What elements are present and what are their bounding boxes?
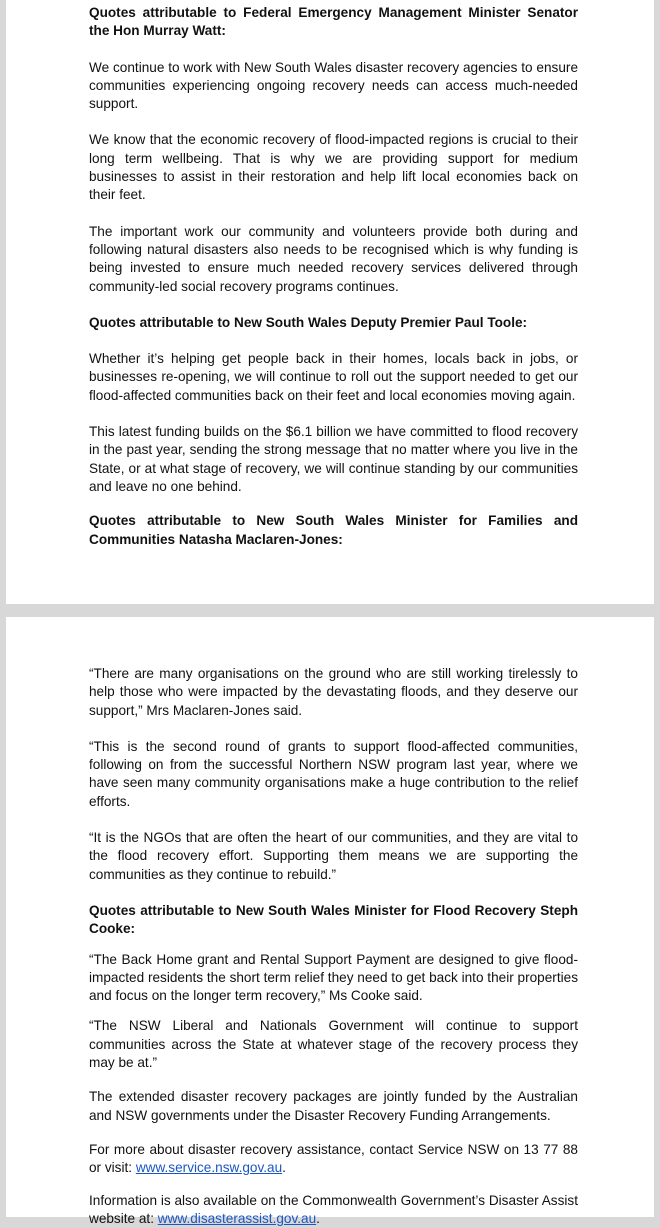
contact-text: For more about disaster recovery assistance, contact Service NSW on 13 77 88 or visit: [89,1141,578,1176]
maclaren-quotes-heading: Quotes attributable to New South Wales Minister for Families and Communities Natasha Maclaren-Jones: [89,513,578,547]
info-text: Information is also available on the Commonwealth Government’s Disaster Assist website at: [89,1192,578,1226]
cooke-paragraph-2: “The NSW Liberal and Nationals Government will continue to support communities across the State at whatever stage of the recovery process they may be at.” [89,1018,578,1071]
contact-paragraph [89,1141,578,1178]
toole-quotes-heading: Quotes attributable to New South Wales Deputy Premier Paul Toole: [89,314,528,330]
document-page-1 [6,0,654,604]
contact-end: . [282,1160,286,1176]
document-page-2 [6,617,654,1226]
watt-quotes-heading: Quotes attributable to Federal Emergency Management Minister Senator the Hon Murray Watt: [89,5,578,39]
maclaren-paragraph-3: “It is the NGOs that are often the heart of our communities, and they are vital to the flood recovery effort. Supporting them means we are supporting the communities as they continue to rebuild.” [89,830,578,882]
maclaren-paragraph-2: “This is the second round of grants to support flood-affected communities, following on from the successful Northern NSW program last year, where we have seen many community organisations make a huge contribution to the relief efforts. [89,738,578,809]
info-paragraph [89,1192,578,1228]
watt-paragraph-3: The important work our community and volunteers provide both during and following natural disasters also needs to be recognised which is why funding is being invested to ensure much needed recovery services delivered through community-led social recovery programs continues. [89,223,578,294]
service-nsw-link[interactable]: www.service.nsw.gov.au [135,1160,283,1176]
disaster-assist-link[interactable]: www.disasterassist.gov.au [157,1210,317,1226]
watt-paragraph-2: We know that the economic recovery of flood-impacted regions is crucial to their long term wellbeing. That is why we are providing support for medium businesses to assist in their restoration and help lift local economies back on their feet. [89,132,578,203]
toole-paragraph-1: Whether it’s helping get people back in their homes, locals back in jobs, or businesses re-opening, we will continue to roll out the support needed to get our flood-affected communities back on their feet and local economies moving again. [89,351,578,403]
maclaren-paragraph-1: “There are many organisations on the ground who are still working tirelessly to help those who were impacted by the devastating floods, and they deserve our support,” Mrs Maclaren-Jones said. [89,666,578,718]
watt-paragraph-1: We continue to work with New South Wales disaster recovery agencies to ensure communities experiencing ongoing recovery needs can access much-needed support. [89,59,578,112]
toole-paragraph-2: This latest funding builds on the $6.1 billion we have committed to flood recovery in the past year, sending the strong message that no matter where you live in the State, or at what stage of recovery, we will continue standing by our communities and leave no one behind. [89,424,578,494]
cooke-quotes-heading: Quotes attributable to New South Wales Minister for Flood Recovery Steph Cooke: [89,902,578,937]
cooke-paragraph-1: “The Back Home grant and Rental Support Payment are designed to give flood-impacted residents the short term relief they need to get back into their properties and focus on the longer term recovery,” Ms Cooke said. [89,951,578,1004]
funding-paragraph: The extended disaster recovery packages are jointly funded by the Australian and NSW governments under the Disaster Recovery Funding Arrangements. [89,1089,578,1123]
info-end: . [316,1210,320,1226]
